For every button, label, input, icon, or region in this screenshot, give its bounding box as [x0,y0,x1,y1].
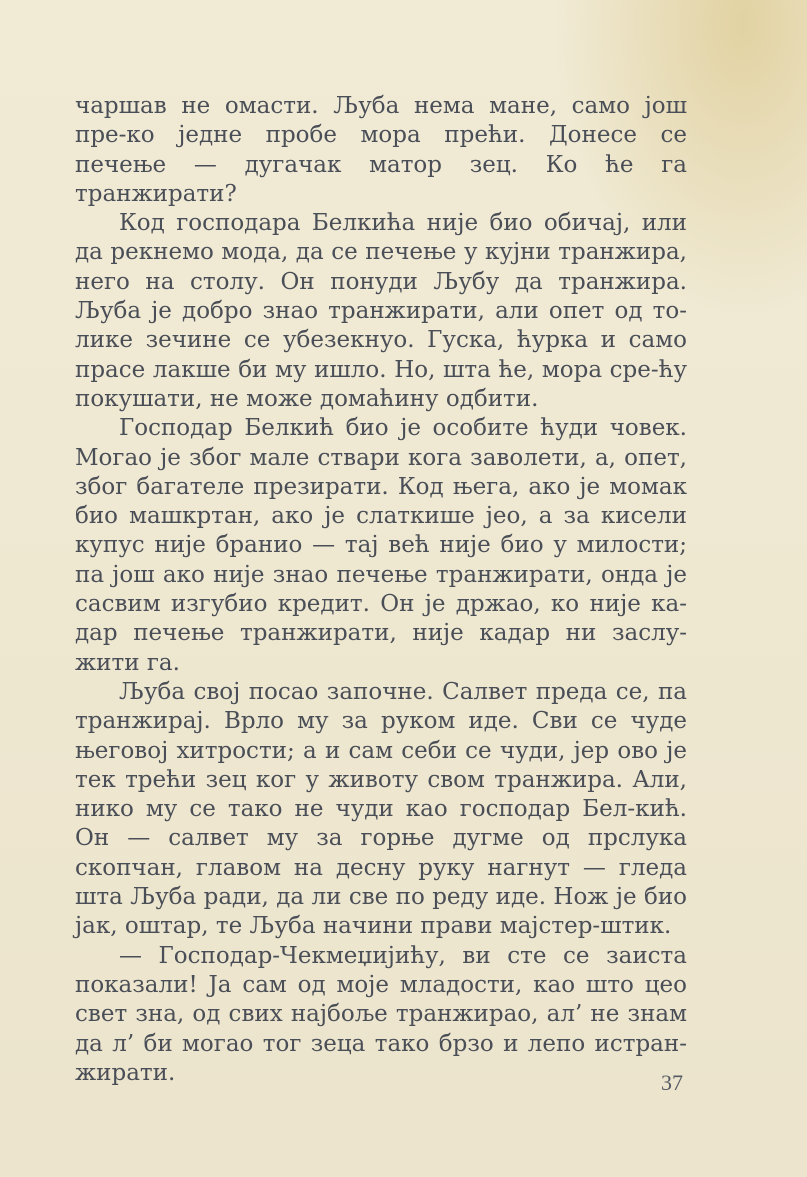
page-number: 37 [661,1070,683,1095]
paragraph: Господар Белкић био је особите ћуди човек. Могао је због мале ствари кога заволети, а, опет, због багателе презирати. Код њега, ако је момак био машкртан, ако је слаткише јео, а за кисели купус није бранио — тај већ није био у милости; па још ако није знао печење транжирати, онда је сасвим изгубио кредит. Он је држао, ко није ка-дар печење транжирати, није кадар ни заслу-жити га. [75,415,687,676]
paragraph: Љуба свој посао започне. Салвет преда се, па транжирај. Врло му за руком иде. Сви се чуде његовој хитрости; а и сам себи се чуди, јер ово је тек трећи зец ког у животу свом транжира. Али, нико му се тако не чуди као господар Бел-кић. Он — салвет му за горње дугме од прслука скопчан, главом на десну руку нагнут — гледа шта Љуба ради, да ли све по реду иде. Нож је био јак, оштар, те Љуба начини прави мајстер-штик. [75,678,687,940]
page-body-text [75,92,687,1088]
paragraph: Код господара Белкића није био обичај, или да рекнемо мода, да се печење у кујни транжира, него на столу. Он понуди Љубу да транжира. Љуба је добро знао транжирати, али опет од то-лике зечине се убезекнуо. Гуска, ћурка и само прасе лакше би му ишло. Но, шта ће, мора сре-ћу покушати, не може домаћину одбити. [75,210,687,412]
paragraph: — Господар-Чекмеџијићу, ви сте се заиста показали! Ја сам од моје младости, као што цео свет зна, од свих најбоље транжирао, ал’ не знам да л’ би могао тог зеца тако брзо и лепо истран-жирати. [75,942,687,1086]
paragraph: чаршав не омасти. Љуба нема мане, само још пре-ко једне пробе мора прећи. Донесе се печење — дугачак матор зец. Ко ће га транжирати? [75,93,687,207]
